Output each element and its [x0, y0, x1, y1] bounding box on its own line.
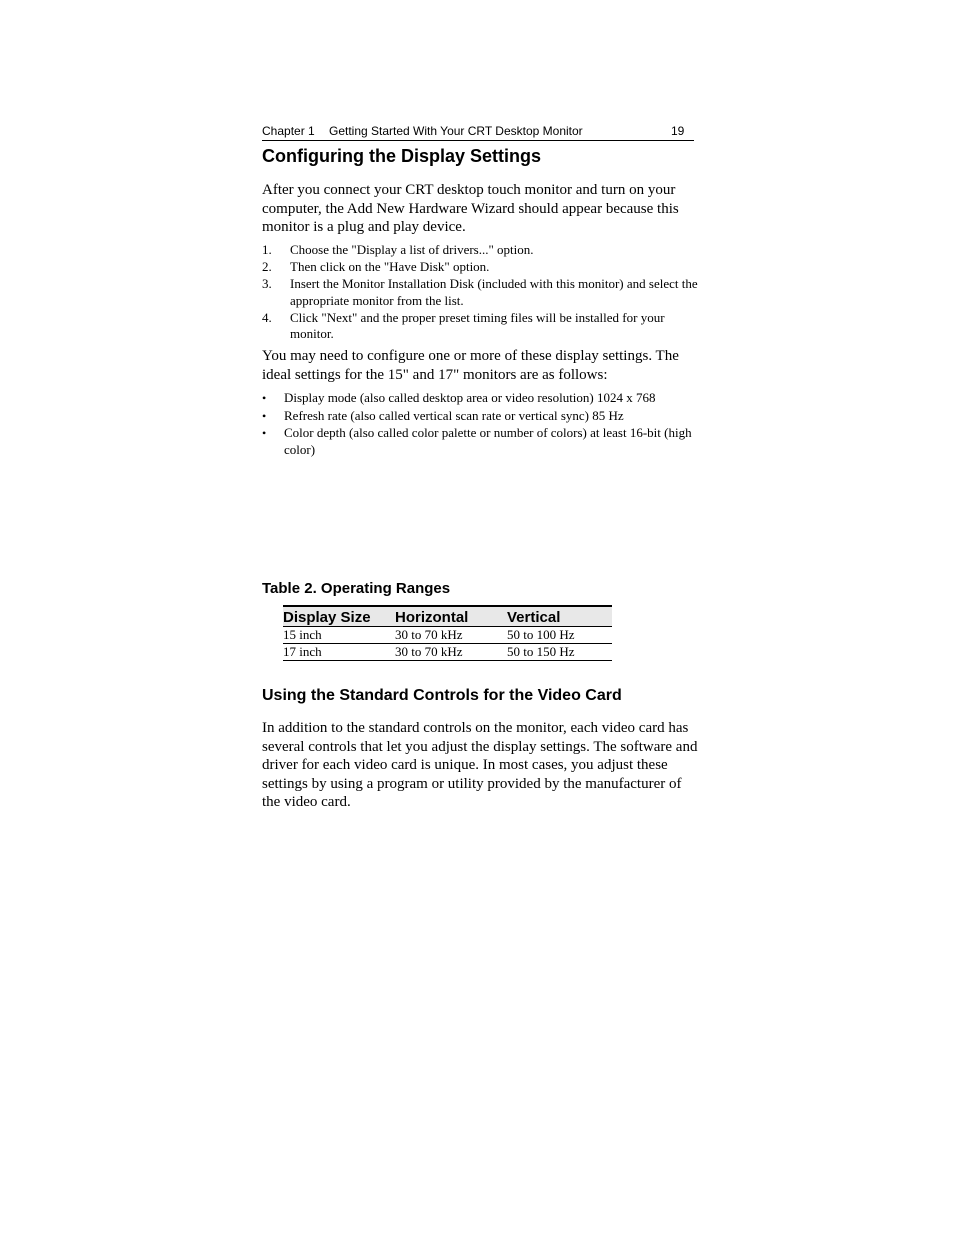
installation-steps-list: [262, 242, 702, 343]
video-card-paragraph: In addition to the standard controls on the monitor, each video card has several controls that let you adjust the display settings. The software and driver for each video card is unique. In most cases, you adjust these settings by using a program or utility provided by the manufacturer of the video card.: [262, 720, 698, 810]
column-header-display-size: Display Size: [283, 606, 395, 627]
bullet-icon: •: [262, 408, 267, 423]
operating-ranges-table: [283, 605, 612, 661]
section-heading-display-settings: Configuring the Display Settings: [262, 146, 542, 166]
table-row: [283, 627, 612, 644]
bullet-icon: •: [262, 391, 267, 405]
step-number: 1.: [262, 242, 272, 257]
column-header-vertical: Vertical: [507, 606, 612, 627]
table-cell: 30 to 70 kHz: [395, 627, 507, 644]
list-item: [262, 390, 702, 407]
step-number: 4.: [262, 309, 272, 325]
table-row: [283, 644, 612, 661]
step-text: Choose the "Display a list of drivers..." option.: [290, 242, 534, 257]
page-number: 19: [671, 124, 685, 138]
step-text: Insert the Monitor Installation Disk (included with this monitor) and select the appropriate monitor from the list.: [290, 276, 698, 308]
table-caption: Table 2. Operating Ranges: [262, 580, 451, 597]
table-header-row: [283, 606, 612, 627]
bullet-text: Refresh rate (also called vertical scan rate or vertical sync) 85 Hz: [284, 407, 624, 423]
list-item: [262, 408, 702, 425]
list-item: [262, 276, 702, 309]
table-cell: 17 inch: [283, 644, 395, 661]
chapter-label: Chapter 1: [262, 124, 315, 138]
step-number: 3.: [262, 276, 272, 291]
step-text: Then click on the "Have Disk" option.: [290, 259, 490, 274]
settings-intro-paragraph: You may need to configure one or more of these display settings. The ideal settings for the 15" and 17" monitors are as follows:: [262, 348, 679, 383]
running-header: [262, 124, 694, 141]
chapter-title: Getting Started With Your CRT Desktop Monitor: [329, 124, 583, 138]
display-settings-list: [262, 390, 702, 458]
bullet-text: Display mode (also called desktop area or video resolution) 1024 x 768: [284, 390, 656, 405]
table-cell: 50 to 150 Hz: [507, 644, 612, 661]
section-heading-video-card-controls: Using the Standard Controls for the Video Card: [262, 687, 622, 704]
list-item: [262, 242, 702, 259]
table-cell: 30 to 70 kHz: [395, 644, 507, 661]
step-number: 2.: [262, 259, 272, 274]
list-item: [262, 425, 702, 458]
table-cell: 15 inch: [283, 627, 395, 644]
bullet-icon: •: [262, 426, 267, 440]
column-header-horizontal: Horizontal: [395, 606, 507, 627]
bullet-text: Color depth (also called color palette or number of colors) at least 16-bit (high color): [284, 425, 692, 457]
intro-paragraph: After you connect your CRT desktop touch monitor and turn on your computer, the Add New Hardware Wizard should appear because this monitor is a plug and play device.: [262, 182, 679, 235]
table-cell: 50 to 100 Hz: [507, 627, 612, 644]
step-text: Click "Next" and the proper preset timing files will be installed for your monitor.: [290, 309, 665, 341]
list-item: [262, 259, 702, 276]
list-item: [262, 310, 702, 343]
